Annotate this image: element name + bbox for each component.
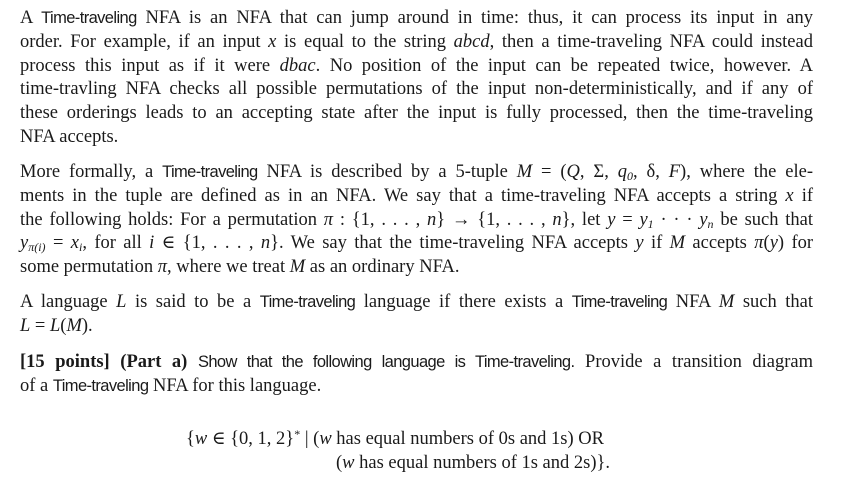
text-segment: A xyxy=(20,8,42,28)
math-symbol: π xyxy=(157,257,167,278)
text-segment: Provide a transition diagram xyxy=(574,352,813,372)
math-symbol: L xyxy=(116,292,127,312)
math-symbol: y xyxy=(769,233,778,254)
text-line xyxy=(20,185,813,209)
text-line xyxy=(20,7,813,31)
text-line xyxy=(20,315,813,339)
text-segment: , where we treat xyxy=(166,257,290,278)
math-symbol: y xyxy=(635,233,644,254)
text-segment: ments in the tuple are defined as in an NFA. We say that a time-traveling NFA accepts a string xyxy=(20,185,786,206)
text-line xyxy=(20,78,813,102)
text-segment: order. For example, if an input xyxy=(20,31,269,52)
math-symbol: y xyxy=(639,209,648,230)
text-segment: ), where the ele- xyxy=(680,162,813,182)
text-segment: as an ordinary NFA. xyxy=(305,257,460,278)
text-segment: has equal numbers of 0s and 1s) OR xyxy=(331,429,604,449)
text-segment: some permutation xyxy=(20,257,158,278)
text-segment: More formally, a xyxy=(20,162,163,182)
text-segment: * xyxy=(294,427,301,441)
language-display-equation xyxy=(0,420,853,478)
math-symbol: x xyxy=(70,233,79,254)
text-line xyxy=(20,126,813,150)
math-symbol: y xyxy=(20,233,29,254)
text-segment: π(i) xyxy=(28,240,46,255)
math-symbol: w xyxy=(319,429,332,449)
text-segment: } → {1, . . . , xyxy=(436,209,553,230)
text-segment: , δ, xyxy=(632,162,669,182)
text-line xyxy=(20,375,813,399)
math-symbol: n xyxy=(260,233,271,254)
math-symbol: abcd xyxy=(453,31,490,52)
text-segment: Time-traveling xyxy=(52,376,149,395)
math-symbol: x xyxy=(268,31,277,52)
text-segment: : {1, . . . , xyxy=(333,209,427,230)
text-segment: ( xyxy=(60,315,67,336)
text-segment: , then a time-traveling NFA could instead xyxy=(489,31,813,52)
text-segment: | ( xyxy=(300,429,320,449)
text-segment: ) for xyxy=(777,233,814,254)
text-segment: 0 xyxy=(626,169,633,183)
text-segment: ). xyxy=(81,315,93,336)
text-line xyxy=(20,55,813,79)
text-segment: the following holds: For a permutation xyxy=(20,209,324,230)
text-segment: = xyxy=(45,233,71,254)
text-segment: be such that xyxy=(713,209,814,230)
text-segment: of a xyxy=(20,375,53,396)
text-segment: NFA is an NFA that can jump around in time: thus, it can process its input in any xyxy=(136,8,814,28)
math-symbol: M xyxy=(516,162,533,182)
text-line xyxy=(20,209,813,233)
text-segment: ( xyxy=(763,233,770,254)
math-symbol: L xyxy=(49,315,61,336)
math-symbol: M xyxy=(669,233,686,254)
math-symbol: π xyxy=(323,209,334,230)
text-segment: }, let xyxy=(561,209,608,230)
text-segment: 1 xyxy=(647,216,654,231)
text-segment: these orderings leads to an accepting state after the input is fully processed, then the time-traveling xyxy=(20,103,813,124)
text-segment: NFA for this language. xyxy=(148,375,322,396)
text-segment: if xyxy=(643,233,670,254)
text-segment: , for all xyxy=(82,233,150,254)
text-segment: n xyxy=(707,216,714,231)
math-symbol: w xyxy=(194,429,208,449)
text-segment: = xyxy=(30,315,50,336)
math-symbol: n xyxy=(552,209,562,230)
text-segment: is said to be a xyxy=(126,292,260,312)
math-symbol: x xyxy=(785,185,794,206)
text-segment: such that xyxy=(734,292,813,312)
text-segment: i xyxy=(78,240,83,255)
math-symbol: M xyxy=(66,315,82,336)
bold-text: [15 points] (Part a) xyxy=(20,352,188,372)
math-symbol: L xyxy=(20,315,31,336)
text-segment: Time-traveling xyxy=(571,293,668,311)
text-line xyxy=(20,232,813,256)
text-segment: ( xyxy=(336,453,343,473)
math-symbol: π xyxy=(754,233,764,254)
text-segment: NFA xyxy=(667,292,719,312)
text-line xyxy=(0,420,853,449)
math-symbol: M xyxy=(718,292,735,312)
text-segment: Time-traveling xyxy=(162,163,258,181)
text-line xyxy=(20,256,813,280)
text-segment: has equal numbers of 1s and 2s)}. xyxy=(354,453,611,473)
text-line xyxy=(20,161,813,185)
text-segment: ∈ {1, . . . , xyxy=(154,233,261,254)
math-symbol: q xyxy=(617,162,627,182)
part-a-question xyxy=(20,351,813,399)
text-segment: accepts xyxy=(685,233,755,254)
text-segment: Time-traveling xyxy=(259,293,356,311)
text-segment: NFA accepts. xyxy=(20,126,119,147)
text-segment: NFA is described by a 5-tuple xyxy=(257,162,517,182)
text-segment xyxy=(187,352,198,372)
text-segment: Show that the following language is Time-traveling. xyxy=(197,353,575,371)
text-line xyxy=(20,31,813,55)
math-symbol: y xyxy=(699,209,708,230)
language-definition-paragraph xyxy=(20,291,813,339)
math-symbol: Q xyxy=(566,162,580,182)
math-symbol: n xyxy=(426,209,437,230)
text-segment: { xyxy=(186,429,195,449)
math-symbol: y xyxy=(607,209,616,230)
text-segment: }. We say that the time-traveling NFA accepts xyxy=(270,233,636,254)
text-segment: = ( xyxy=(532,162,567,182)
text-segment: , Σ, xyxy=(579,162,618,182)
text-segment: language if there exists a xyxy=(355,292,572,312)
math-symbol: w xyxy=(342,453,355,473)
intro-paragraph xyxy=(20,7,813,150)
text-segment: A language xyxy=(20,292,117,312)
text-segment: is equal to the string xyxy=(276,31,454,52)
text-segment: if xyxy=(793,185,813,206)
text-segment: · · · xyxy=(653,209,700,230)
math-symbol: i xyxy=(149,233,155,254)
text-segment: process this input as if it were xyxy=(20,55,280,76)
text-segment: . No position of the input can be repeated twice, however. A xyxy=(315,55,813,76)
text-line xyxy=(20,291,813,315)
text-segment: ∈ {0, 1, 2} xyxy=(207,429,295,449)
text-segment: time-travling NFA checks all possible permutations of the input non-deterministically, and if any of xyxy=(20,79,813,100)
text-segment: = xyxy=(615,209,640,230)
text-line xyxy=(20,351,813,375)
text-segment: Time-traveling xyxy=(41,9,137,27)
math-symbol: dbac xyxy=(279,55,316,76)
math-symbol: M xyxy=(289,257,306,278)
math-symbol: F xyxy=(668,162,681,182)
formal-definition-paragraph xyxy=(20,161,813,280)
text-line xyxy=(0,449,853,478)
text-line xyxy=(20,102,813,126)
